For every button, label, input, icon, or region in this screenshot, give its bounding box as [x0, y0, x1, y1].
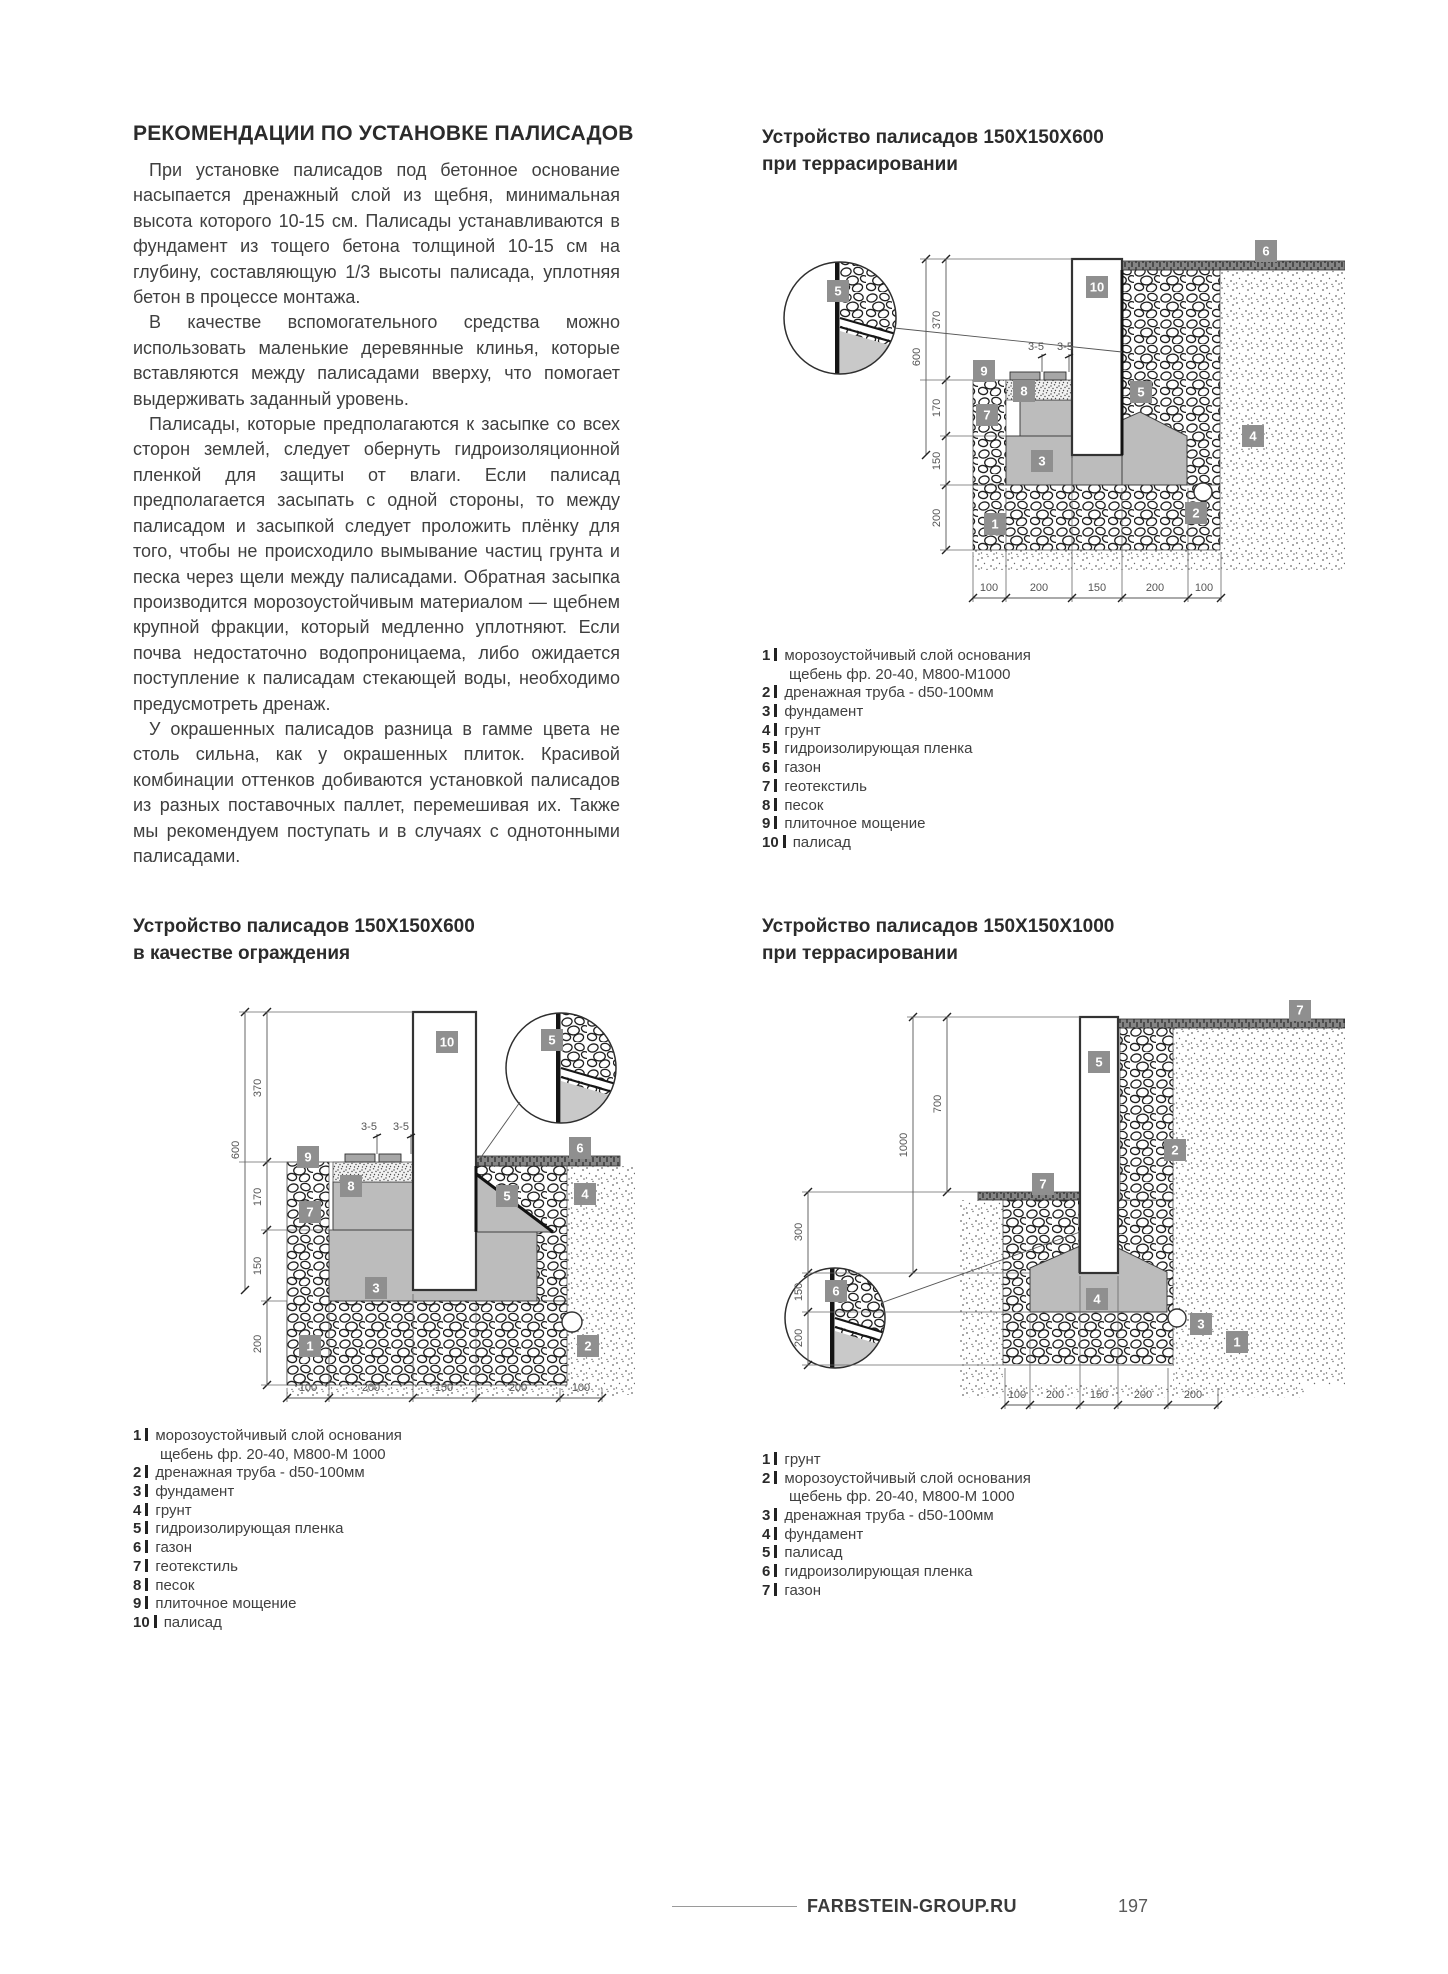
legend-item: 4 фундамент: [762, 1525, 864, 1543]
svg-text:7: 7: [1039, 1176, 1047, 1192]
diagram2-title: [133, 913, 553, 967]
soil-under-base: [973, 550, 1220, 570]
legend-item: 6 газон: [762, 759, 821, 777]
callout-palisade: [1088, 1051, 1110, 1073]
legend-item: 8 песок: [762, 796, 824, 814]
legend-item: 7 геотекстиль: [133, 1557, 238, 1575]
svg-text:4: 4: [1093, 1291, 1101, 1307]
drain-pipe: [1194, 483, 1212, 501]
diagram3-legend: [762, 1452, 1182, 1602]
svg-text:600: 600: [230, 1140, 242, 1160]
svg-text:150: 150: [252, 1256, 264, 1276]
svg-text:170: 170: [252, 1187, 264, 1207]
legend-item: 5 палисад: [762, 1544, 843, 1562]
svg-text:600: 600: [911, 347, 923, 367]
svg-text:200: 200: [1133, 1389, 1153, 1401]
legend-item: 7 геотекстиль: [762, 777, 867, 795]
diagram-fence-600: [105, 1000, 635, 1405]
diagram3-title: [762, 913, 1182, 967]
svg-text:1: 1: [306, 1338, 314, 1354]
callout-drain: [1190, 1313, 1212, 1335]
legend-item: 5 гидроизолирующая пленка: [133, 1520, 344, 1538]
callout-film-detail: [825, 1280, 847, 1302]
diagram1-title-line2: при террасировании: [762, 154, 958, 175]
lawn-band: [476, 1156, 620, 1166]
page-heading: РЕКОМЕНДАЦИИ ПО УСТАНОВКЕ ПАЛИСАДОВ: [133, 122, 634, 145]
legend-item: 2 дренажная труба - d50-100мм: [762, 684, 994, 702]
palisade: [413, 1012, 476, 1290]
callout-foundation: [365, 1277, 387, 1299]
svg-text:200: 200: [1029, 582, 1049, 594]
gravel-left-column: [973, 380, 1006, 485]
legend-item: 10 палисад: [762, 833, 851, 851]
callout-palisade: [1086, 276, 1108, 298]
callout-sand: [340, 1175, 362, 1197]
paving-slab: [1010, 372, 1040, 380]
svg-text:150: 150: [793, 1282, 805, 1302]
diagram1-legend: [762, 648, 1182, 854]
paving-slab: [379, 1154, 401, 1162]
foundation-under-palisade: [1072, 455, 1122, 485]
svg-text:8: 8: [1020, 383, 1028, 399]
svg-text:5: 5: [1095, 1054, 1103, 1070]
svg-text:3-5: 3-5: [361, 1121, 377, 1133]
gravel-base-layer: [973, 485, 1220, 550]
svg-text:9: 9: [980, 363, 988, 379]
svg-text:4: 4: [581, 1186, 589, 1202]
callout-ground: [1226, 1331, 1248, 1353]
svg-text:10: 10: [439, 1034, 455, 1050]
drain-pipe: [1168, 1309, 1186, 1327]
svg-text:6: 6: [1262, 243, 1270, 259]
svg-text:200: 200: [1145, 582, 1165, 594]
svg-text:5: 5: [503, 1188, 511, 1204]
diagram3-title-line2: при террасировании: [762, 943, 958, 964]
callout-base-layer: [984, 513, 1006, 535]
footer-page-number: 197: [1118, 1896, 1149, 1916]
callout-base-layer: [1164, 1139, 1186, 1161]
legend-item: 3 фундамент: [133, 1483, 235, 1501]
callout-film-detail: [827, 280, 849, 302]
callout-film-detail: [541, 1029, 563, 1051]
legend-item: 7 газон: [762, 1581, 821, 1599]
foundation-step: [1020, 400, 1072, 436]
callout-lawn: [1255, 240, 1277, 262]
paving-slab: [345, 1154, 375, 1162]
svg-text:200: 200: [361, 1382, 381, 1394]
svg-text:200: 200: [931, 508, 943, 528]
footer-rule: [672, 1906, 797, 1907]
svg-text:10: 10: [1089, 279, 1105, 295]
legend-item: 1 морозоустойчивый слой основания щебень фр. 20-40, М800-М 1000: [133, 1427, 402, 1463]
legend-item: 9 плиточное мощение: [762, 815, 926, 833]
svg-text:370: 370: [252, 1078, 264, 1098]
svg-text:8: 8: [347, 1178, 355, 1194]
legend-item: 3 фундамент: [762, 703, 864, 721]
svg-text:7: 7: [983, 407, 991, 423]
paragraph: В качестве вспомогательного средства можно использовать маленькие деревянные клинья, которые вставляются между палисадами вверху, что помогает выдерживать заданный уровень.: [133, 312, 620, 409]
legend-item: 4 грунт: [762, 721, 821, 739]
svg-text:370: 370: [931, 310, 943, 330]
paragraph: При установке палисадов под бетонное основание насыпается дренажный слой из щебня, минимальная высота которого 10-15 см. Палисады устанавливаются в фундамент из тощего бетона толщиной 10-15 см на глубину, составляющую 1/3 высоты палисада, уплотняя бетон в процессе монтажа.: [133, 160, 620, 308]
svg-text:2: 2: [1192, 505, 1200, 521]
diagram2-title-line2: в качестве ограждения: [133, 943, 351, 964]
callout-paving: [297, 1146, 319, 1168]
lawn-band-lower: [978, 1192, 1080, 1200]
svg-text:9: 9: [304, 1149, 312, 1165]
legend-item: 8 песок: [133, 1576, 195, 1594]
callout-paving: [973, 360, 995, 382]
svg-text:5: 5: [548, 1032, 556, 1048]
legend-item: 6 газон: [133, 1539, 192, 1557]
svg-text:200: 200: [793, 1328, 805, 1348]
callout-ground: [1242, 425, 1264, 447]
svg-text:200: 200: [508, 1382, 528, 1394]
svg-text:300: 300: [793, 1222, 805, 1242]
svg-text:1: 1: [1233, 1334, 1241, 1350]
svg-text:3: 3: [1038, 453, 1046, 469]
lawn-band: [1122, 261, 1345, 270]
legend-item: 1 морозоустойчивый слой основания щебень фр. 20-40, М800-М1000: [762, 647, 1031, 683]
svg-text:100: 100: [571, 1382, 591, 1394]
callout-sand: [1013, 380, 1035, 402]
intro-text: [133, 158, 620, 869]
legend-item: 2 морозоустойчивый слой основания щебень фр. 20-40, М800-М 1000: [762, 1469, 1031, 1506]
callout-lawn-lower: [1032, 1173, 1054, 1195]
svg-text:7: 7: [306, 1204, 314, 1220]
ground-soil: [1220, 270, 1345, 570]
svg-text:1000: 1000: [898, 1132, 910, 1158]
diagram1-title: [762, 124, 1182, 178]
svg-text:4: 4: [1249, 428, 1257, 444]
callout-palisade: [436, 1031, 458, 1053]
diagram3-title-line1: Устройство палисадов 150X150X1000: [762, 916, 1115, 937]
legend-item: 5 гидроизолирующая пленка: [762, 740, 973, 758]
svg-text:7: 7: [1296, 1002, 1304, 1018]
callout-film: [496, 1185, 518, 1207]
svg-text:5: 5: [834, 283, 842, 299]
svg-text:200: 200: [252, 1334, 264, 1354]
callout-geotextile: [976, 404, 998, 426]
callout-base-layer: [299, 1335, 321, 1357]
film-detail-circle: [784, 262, 896, 374]
svg-text:200: 200: [1183, 1389, 1203, 1401]
legend-item: 4 грунт: [133, 1501, 192, 1519]
svg-text:200: 200: [1045, 1389, 1065, 1401]
footer-site: FARBSTEIN-GROUP.RU: [807, 1896, 1017, 1916]
callout-film: [1130, 381, 1152, 403]
diagram-terrace-1000: [740, 1000, 1345, 1430]
callout-foundation: [1086, 1288, 1108, 1310]
svg-text:2: 2: [1171, 1142, 1179, 1158]
paving-slab: [1044, 372, 1066, 380]
paragraph: Палисады, которые предполагаются к засыпке со всех сторон землей, следует обернуть гидроизоляционной пленкой для защиты от влаги. Если палисад предполагается засыпать с одной стороны, то между палисадом и засыпкой следует проложить плёнку для того, чтобы не происходило вымывание частиц грунта и песка через щели между палисадами. Обратная засыпка производится морозоустойчивым материалом — щебнем крупной фракции, который медленно уплотняют. Если почва недостаточно водопроницаема, либо ожидается поступление к палисадам стекающей воды, необходимо предусмотреть дренаж.: [133, 414, 620, 714]
svg-text:1: 1: [991, 516, 999, 532]
callout-geotextile: [299, 1201, 321, 1223]
svg-text:3-5: 3-5: [1057, 341, 1073, 353]
legend-item: 3 дренажная труба - d50-100мм: [762, 1507, 994, 1525]
drain-pipe: [562, 1312, 582, 1332]
gravel-backfill: [1120, 1028, 1173, 1200]
svg-text:700: 700: [932, 1094, 944, 1114]
diagram1-title-line1: Устройство палисадов 150X150X600: [762, 127, 1104, 148]
svg-text:3-5: 3-5: [1028, 341, 1044, 353]
diagram2-legend: [133, 1428, 553, 1634]
svg-text:100: 100: [298, 1382, 318, 1394]
svg-text:3: 3: [1197, 1316, 1205, 1332]
svg-text:150: 150: [434, 1382, 454, 1394]
legend-item: 9 плиточное мощение: [133, 1595, 297, 1613]
ground-soil-left: [960, 1200, 1003, 1385]
callout-drain: [577, 1335, 599, 1357]
svg-text:5: 5: [1137, 384, 1145, 400]
legend-item: 2 дренажная труба - d50-100мм: [133, 1464, 365, 1482]
diagram2-title-line1: Устройство палисадов 150X150X600: [133, 916, 475, 937]
svg-text:150: 150: [1089, 1389, 1109, 1401]
callout-ground: [574, 1183, 596, 1205]
svg-text:170: 170: [931, 398, 943, 418]
svg-text:2: 2: [584, 1338, 592, 1354]
svg-text:6: 6: [832, 1283, 840, 1299]
legend-item: 6 гидроизолирующая пленка: [762, 1563, 973, 1581]
svg-text:3: 3: [372, 1280, 380, 1296]
svg-text:150: 150: [1087, 582, 1107, 594]
diagram-terrace-600: [770, 240, 1345, 615]
svg-text:100: 100: [1007, 1389, 1027, 1401]
svg-text:3-5: 3-5: [393, 1121, 409, 1133]
svg-text:100: 100: [1194, 582, 1214, 594]
svg-text:150: 150: [931, 451, 943, 471]
callout-lawn: [569, 1137, 591, 1159]
leader-line: [479, 1102, 520, 1160]
legend-item: 1 грунт: [762, 1451, 821, 1468]
legend-item: 10 палисад: [133, 1613, 222, 1631]
callout-foundation: [1031, 450, 1053, 472]
callout-lawn-upper: [1289, 1000, 1311, 1021]
paragraph: У окрашенных палисадов разница в гамме цвета не столь сильна, как у окрашенных плиток. Красивой комбинации оттенков добиваются установкой палисадов из разных поставочных паллет, перемешивая их. Также мы рекомендуем поступать и в случаях с однотонными палисадами.: [133, 718, 620, 866]
svg-text:100: 100: [979, 582, 999, 594]
callout-drain: [1185, 502, 1207, 524]
svg-text:6: 6: [576, 1140, 584, 1156]
